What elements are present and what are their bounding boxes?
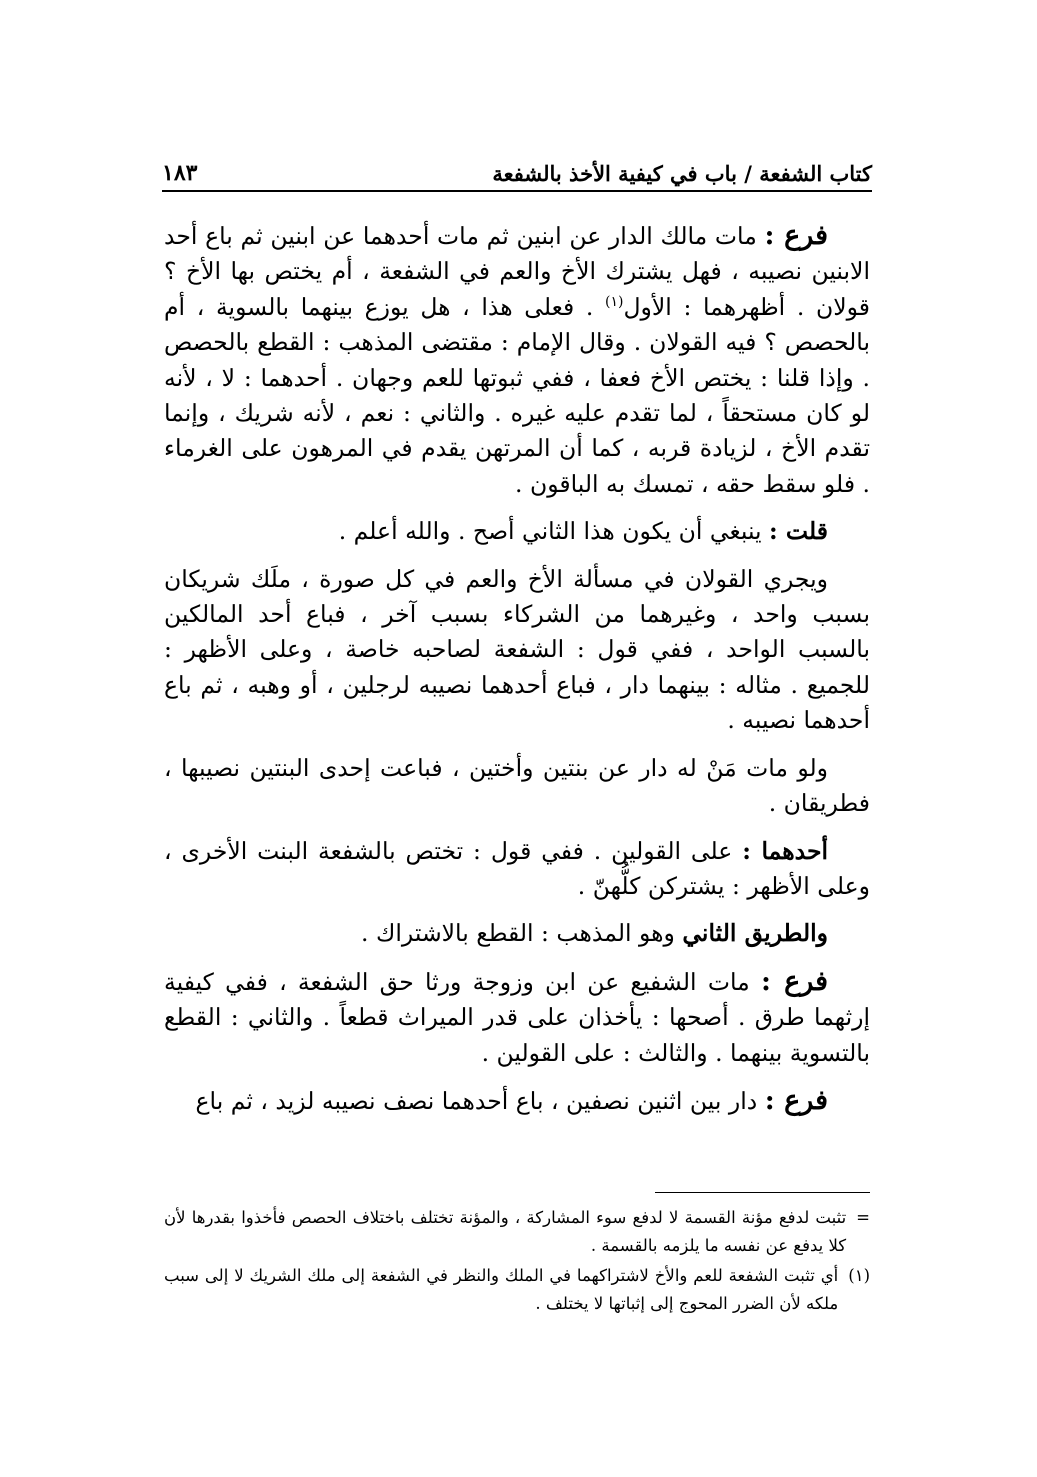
paragraph-6: [164, 916, 870, 951]
footnote-divider: [655, 1192, 870, 1193]
footnote-mark: (١): [848, 1266, 870, 1285]
paragraph-text: دار بين اثنين نصفين ، باع أحدهما نصف نصيبه لزيد ، ثم باع: [195, 1086, 765, 1115]
paragraph-qultu: [164, 514, 870, 549]
paragraph-text: على القولين . ففي قول : تختص بالشفعة البنت الأخرى ، وعلى الأظهر : يشتركن كلُّهنّ .: [164, 836, 870, 900]
paragraph-text: مات مالك الدار عن ابنين ثم مات أحدهما عن ابنين ثم باع أحد الابنين نصيبه ، فهل يشترك الأخ والعم في الشفعة ، أم يختص بها الأخ ؟ قولان . أظهرهما : الأول: [164, 222, 871, 321]
header-divider: [162, 190, 872, 192]
footnote-mark: =: [856, 1208, 870, 1227]
paragraph-far-3: [164, 1083, 870, 1119]
paragraph-text: مات الشفيع عن ابن وزوجة ورثا حق الشفعة ، ففي كيفية إرثهما طرق . أصحها : يأخذان على قدر الميراث قطعاً . والثاني : القطع بالتسوية بينهما . والثالث : على القولين .: [164, 967, 870, 1067]
paragraph-text: ولو مات مَنْ له دار عن بنتين وأختين ، فباعت إحدى البنتين نصيبها ، فطريقان .: [164, 753, 870, 818]
footnote-item: [164, 1204, 870, 1260]
page-number: ١٨٣: [162, 160, 198, 186]
paragraph-lead: أحدهما :: [742, 836, 828, 865]
paragraph-text: . فعلى هذا ، هل يوزع بينهما بالسوية ، أم بالحصص ؟ فيه القولان . وقال الإمام : مقتضى المذهب : القطع بالحصص . وإذا قلنا : يختص الأخ فعفا ، ففي ثبوتها للعم وجهان . أحدهما : لا ، لأنه لو كان مستحقاً ، لما تقدم عليه غيره . والثاني : نعم ، لأنه شريك ، وإنما تقدم الأخ ، لزيادة قربه ، كما أن المرتهن يقدم في المرهون على الغرماء . فلو سقط حقه ، تمسك به الباقون .: [164, 292, 870, 498]
paragraph-3: [164, 562, 870, 739]
paragraph-4: [164, 751, 870, 822]
footnote-text: أي تثبت الشفعة للعم والأخ لاشتراكهما في الملك والنظر في الشفعة إلى ملك الشريك لا إلى سبب ملكه لأن الضرر المحوج إلى إثباتها لا يختلف .: [164, 1266, 839, 1313]
paragraph-text: ويجري القولان في مسألة الأخ والعم في كل صورة ، ملَك شريكان بسبب واحد ، وغيرهما من الشركاء بسبب آخر ، فباع أحد المالكين بالسبب الواحد ، ففي قول : الشفعة لصاحبه خاصة ، وعلى الأظهر : للجميع . مثاله : بينهما دار ، فباع أحدهما نصيبه لرجلين ، أو وهبه ، ثم باع أحدهما نصيبه .: [164, 564, 870, 735]
main-text: [164, 218, 870, 1131]
paragraph-far-1: [164, 218, 870, 502]
running-title: كتاب الشفعة / باب في كيفية الأخذ بالشفعة: [492, 161, 872, 186]
footnote-reference[interactable]: (١): [605, 293, 624, 310]
footnotes: [164, 1204, 870, 1320]
footnote-text: تثبت لدفع مؤنة القسمة لا لدفع سوء المشاركة ، والمؤنة تختلف باختلاف الحصص فأخذوا بقدرها لأن كلا يدفع عن نفسه ما يلزمه بالقسمة .: [164, 1208, 847, 1255]
paragraph-text: ينبغي أن يكون هذا الثاني أصح . والله أعلم .: [338, 517, 770, 546]
paragraph-lead: فرع :: [764, 1084, 828, 1116]
page-header: [162, 150, 872, 186]
paragraph-lead: فرع :: [760, 965, 828, 997]
paragraph-lead: قلت :: [769, 517, 828, 546]
footnote-item: [164, 1262, 870, 1318]
paragraph-text: وهو المذهب : القطع بالاشتراك .: [361, 919, 683, 948]
paragraph-lead: فرع :: [764, 220, 829, 251]
paragraph-lead: والطريق الثاني: [682, 919, 828, 948]
paragraph-5: [164, 834, 870, 905]
paragraph-far-2: [164, 964, 870, 1071]
